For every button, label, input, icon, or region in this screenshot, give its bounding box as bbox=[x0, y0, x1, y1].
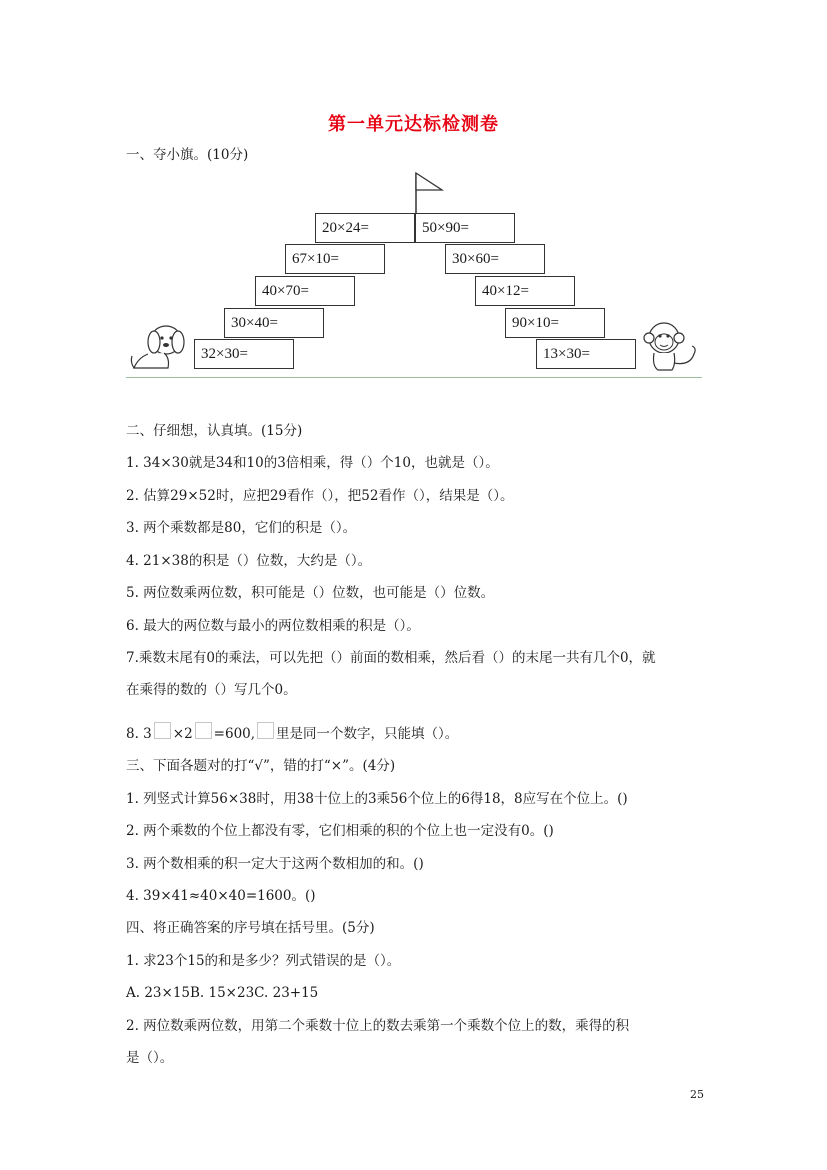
pyramid-right-2: 30×60= bbox=[445, 244, 545, 274]
fill-question-6: 6. 最大的两位数与最小的两位数相乘的积是（）。 bbox=[126, 618, 420, 634]
fill-question-7-line2: 在乘得的数的（）写几个0。 bbox=[126, 682, 297, 698]
blank-square bbox=[195, 722, 212, 739]
judge-question-1: 1. 列竖式计算56×38时，用38十位上的3乘56个位上的6得18，8应写在个位上。() bbox=[126, 791, 628, 807]
fill-question-7-line1: 7.乘数末尾有0的乘法，可以先把（）前面的数相乘，然后看（）的末尾一共有几个0，就 bbox=[126, 650, 656, 666]
page-title: 第一单元达标检测卷 bbox=[328, 114, 499, 135]
q8-part-d: 里是同一个数字，只能填（）。 bbox=[276, 726, 459, 742]
pyramid-right-1: 50×90= bbox=[415, 213, 515, 243]
blank-square bbox=[154, 722, 171, 739]
q8-part-a: 8. 3 bbox=[126, 726, 152, 742]
section-3-heading: 三、下面各题对的打“√”，错的打“×”。(4分) bbox=[126, 758, 396, 774]
pyramid-left-5: 32×30= bbox=[194, 339, 294, 369]
pyramid-left-3: 40×70= bbox=[255, 276, 355, 306]
fill-question-5: 5. 两位数乘两位数，积可能是（）位数，也可能是（）位数。 bbox=[126, 585, 495, 601]
judge-question-3: 3. 两个数相乘的积一定大于这两个数相加的和。() bbox=[126, 856, 424, 872]
flag-icon bbox=[410, 170, 450, 215]
choice-question-2-line2: 是（）。 bbox=[126, 1050, 174, 1066]
fill-question-2: 2. 估算29×52时，应把29看作（），把52看作（），结果是（）。 bbox=[126, 488, 514, 504]
fill-question-4: 4. 21×38的积是（）位数，大约是（）。 bbox=[126, 553, 372, 569]
fill-question-1: 1. 34×30就是34和10的3倍相乘，得（）个10，也就是（）。 bbox=[126, 455, 499, 471]
section-1-heading: 一、夺小旗。(10分) bbox=[126, 147, 249, 163]
pyramid-right-4: 90×10= bbox=[505, 308, 605, 338]
section-2-heading: 二、仔细想，认真填。(15分) bbox=[126, 423, 303, 439]
choice-question-1-options: A. 23×15B. 15×23C. 23+15 bbox=[126, 985, 319, 1001]
page-number: 25 bbox=[690, 1088, 704, 1101]
pyramid-right-5: 13×30= bbox=[536, 339, 636, 369]
pyramid-right-3: 40×12= bbox=[475, 276, 575, 306]
fill-question-3: 3. 两个乘数都是80，它们的积是（）。 bbox=[126, 520, 357, 536]
choice-question-1: 1. 求23个15的和是多少？列式错误的是（）。 bbox=[126, 953, 401, 969]
blank-square bbox=[257, 722, 274, 739]
choice-question-2-line1: 2. 两位数乘两位数，用第二个乘数十位上的数去乘第一个乘数个位上的数，乘得的积 bbox=[126, 1018, 630, 1034]
fill-question-8 bbox=[126, 722, 458, 744]
q8-part-c: =600, bbox=[213, 726, 256, 742]
ground-line bbox=[126, 377, 702, 378]
monkey-illustration bbox=[642, 318, 702, 374]
section-4-heading: 四、将正确答案的序号填在括号里。(5分) bbox=[126, 920, 375, 936]
flag-pyramid-figure bbox=[0, 0, 827, 400]
judge-question-2: 2. 两个乘数的个位上都没有零，它们相乘的积的个位上也一定没有0。() bbox=[126, 823, 554, 839]
q8-part-b: ×2 bbox=[172, 726, 193, 742]
dog-illustration bbox=[128, 318, 190, 372]
pyramid-left-1: 20×24= bbox=[315, 213, 415, 243]
pyramid-left-4: 30×40= bbox=[224, 308, 324, 338]
pyramid-left-2: 67×10= bbox=[285, 244, 385, 274]
judge-question-4: 4. 39×41≈40×40=1600。() bbox=[126, 888, 316, 904]
